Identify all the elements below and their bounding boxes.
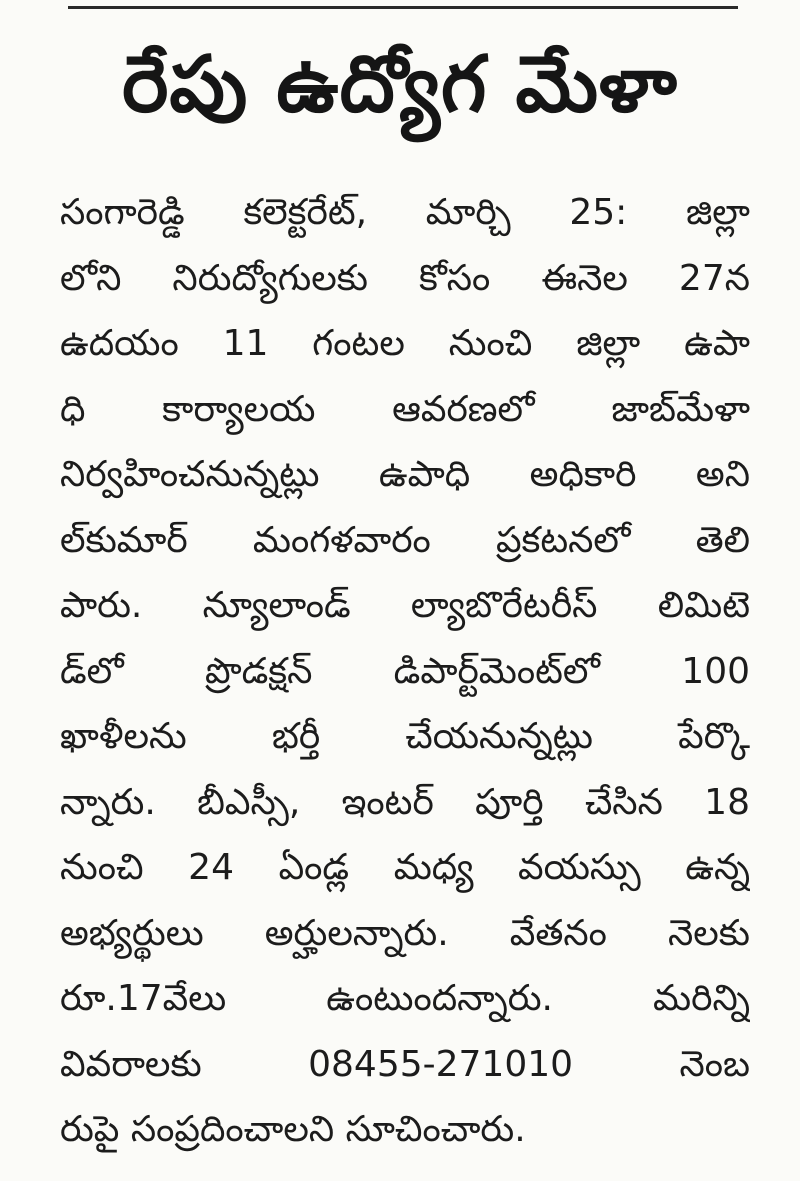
article-line: రూ.17వేలు ఉంటుందన్నారు. మరిన్ని bbox=[60, 978, 750, 1019]
article-line: ధి కార్యాలయ ఆవరణలో జాబ్‌మేళా bbox=[60, 388, 750, 430]
article-line: సంగారెడ్డి కలెక్టరేట్, మార్చి 25: జిల్లా bbox=[60, 192, 750, 233]
article-line: అభ్యర్థులు అర్హులన్నారు. వేతనం నెలకు bbox=[60, 912, 750, 954]
headline: రేపు ఉద్యోగ మేళా bbox=[122, 40, 678, 130]
article-line: రుపై సంప్రదించాలని సూచించారు. bbox=[60, 1109, 526, 1150]
top-rule bbox=[68, 6, 738, 9]
article-line: పారు. న్యూలాండ్ ల్యాబొరేటరీస్ లిమిటె bbox=[60, 585, 750, 626]
article-line: న్నారు. బీఎస్సీ, ఇంటర్ పూర్తి చేసిన 18 bbox=[60, 781, 750, 823]
article-line: వివరాలకు 08455-271010 నెంబ bbox=[60, 1043, 750, 1085]
article-body bbox=[60, 180, 750, 1163]
article-line: ఖాళీలను భర్తీ చేయనున్నట్లు పేర్కొ bbox=[60, 716, 750, 757]
article-line: ల్‌కుమార్ మంగళవారం ప్రకటనలో తెలి bbox=[60, 519, 750, 561]
article-line: లోని నిరుద్యోగులకు కోసం ఈనెల 27న bbox=[60, 257, 750, 299]
article-line: ఉదయం 11 గంటల నుంచి జిల్లా ఉపా bbox=[60, 323, 750, 364]
article-line: నుంచి 24 ఏండ్ల మధ్య వయస్సు ఉన్న bbox=[60, 847, 750, 888]
article-line: డ్‌లో ప్రొడక్షన్ డిపార్ట్‌మెంట్‌లో 100 bbox=[60, 650, 750, 692]
article-line: నిర్వహించనున్నట్లు ఉపాధి అధికారి అని bbox=[60, 454, 750, 495]
